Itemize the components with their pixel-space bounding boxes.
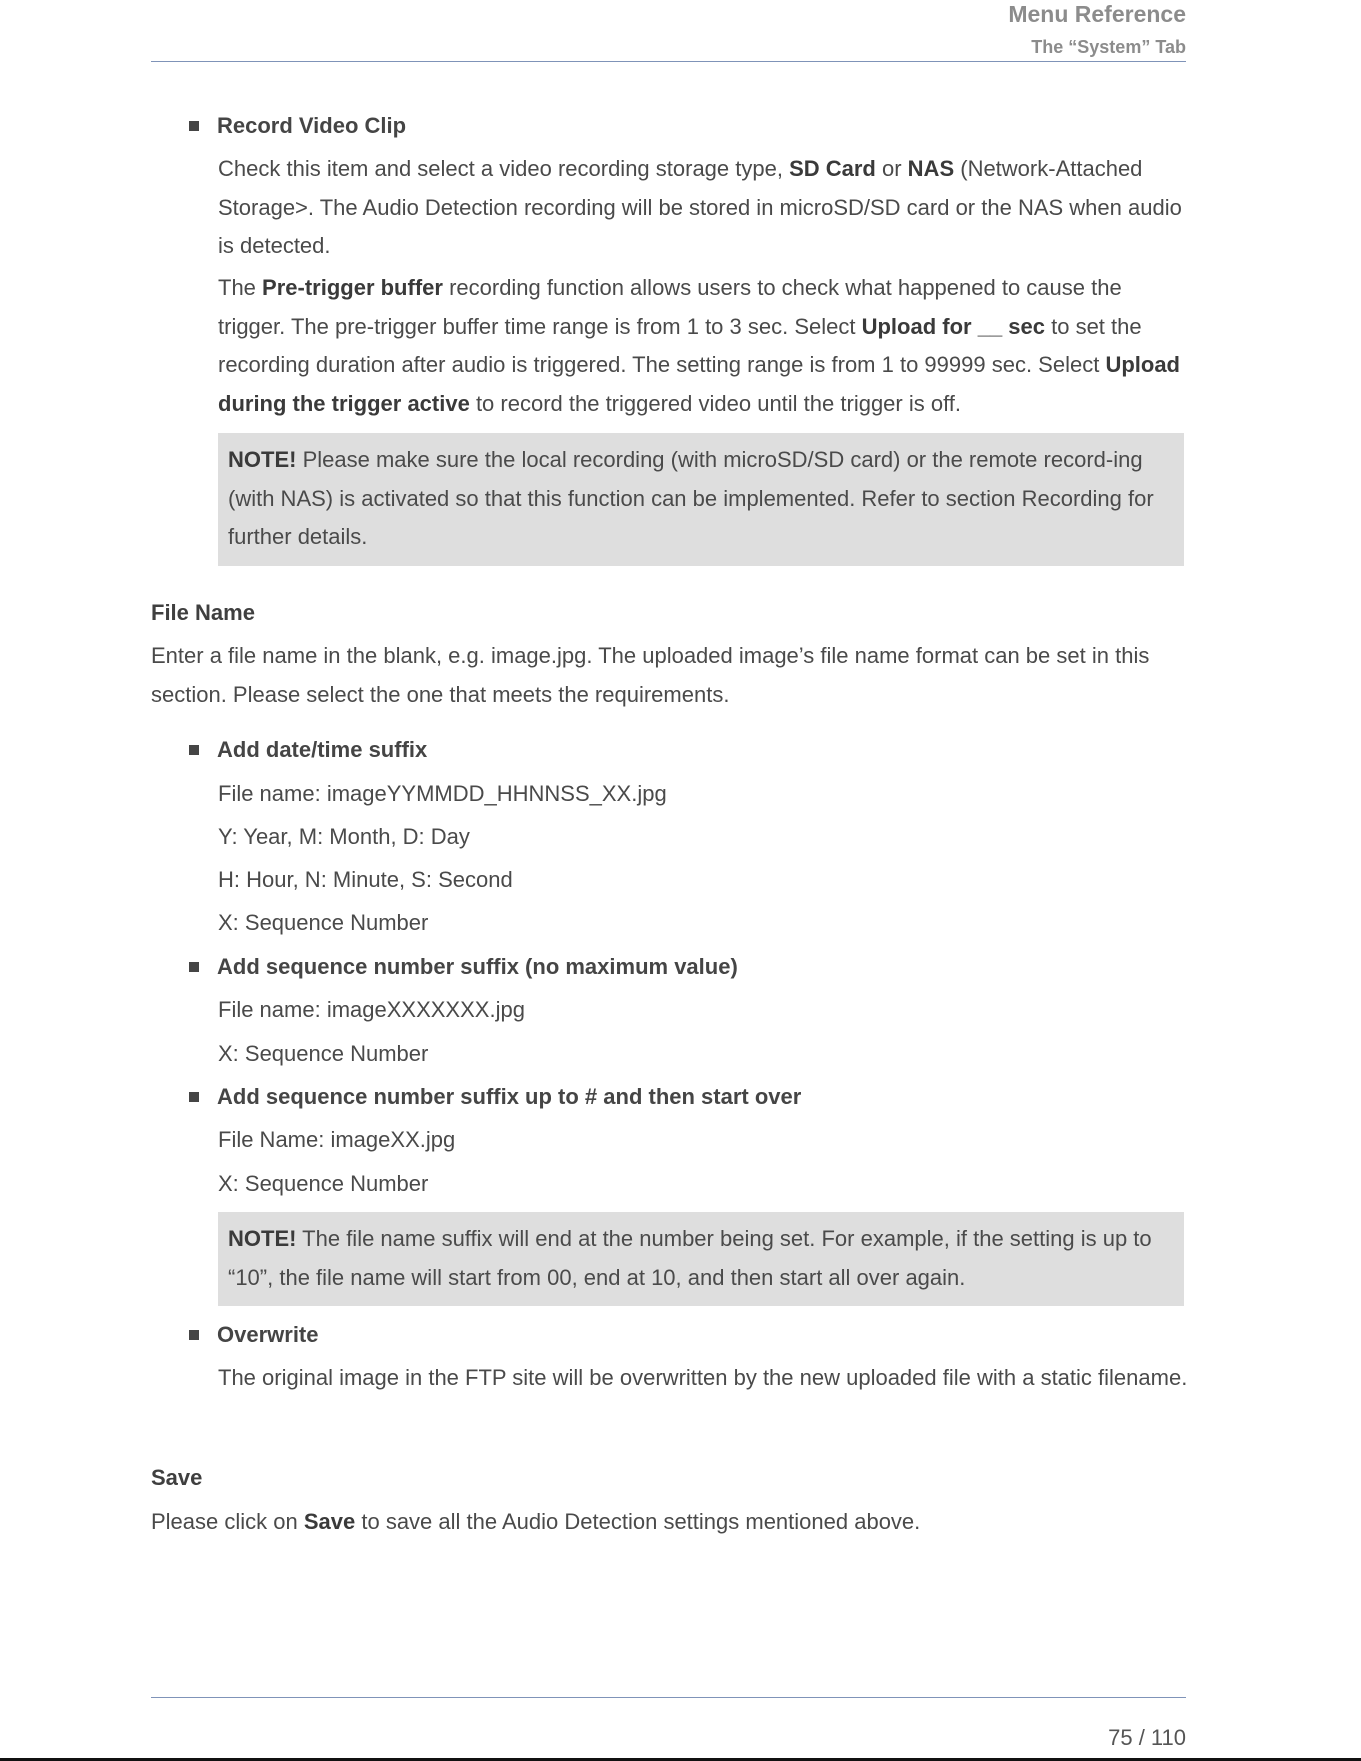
bullet-heading: Overwrite [217,1322,319,1347]
bullet-heading: Add date/time suffix [217,737,428,762]
note-text [218,433,1184,565]
save-paragraph [151,1503,1191,1542]
note-label: NOTE! [228,447,297,472]
bold-run: SD Card [789,156,876,181]
text-run: The file name suffix will end at the number being set. For example, if the setting is up to “10”, the file name will start from 00, end at 10, and then start all over again. [228,1226,1152,1290]
text-line: File name: imageYYMMDD_HHNNSS_XX.jpg [218,781,667,806]
section-heading-file-name: File Name [151,600,255,625]
bullet-square-icon [189,1092,199,1102]
text-run: (Network-Attached Storage>. The Audio Detection recording will be stored in microSD/SD card or the NAS when audio is detected. [218,156,1182,258]
bullet-square-icon [189,121,199,131]
text-line: Y: Year, M: Month, D: Day [218,824,470,849]
record-video-paragraph-1 [218,150,1188,266]
text-line: H: Hour, N: Minute, S: Second [218,867,513,892]
bullet-square-icon [189,745,199,755]
bullet-square-icon [189,1330,199,1340]
text-run: Check this item and select a video recording storage type, [218,156,790,181]
text-run: recording function allows users to check what happened to cause the trigger. The pre-trigger buffer time range is from 1 to 3 sec. Select [218,275,1122,339]
bold-run: Upload during the trigger active [218,352,1180,416]
page-number: 75 / 110 [1108,1725,1186,1750]
note-label: NOTE! [228,1226,297,1251]
bold-run: NAS [907,156,955,181]
text-run: to record the triggered video until the trigger is off. [469,390,962,416]
text-run: The [218,275,263,300]
bold-run: Save [303,1509,356,1534]
text-line: X: Sequence Number [218,1041,429,1066]
text-run: Please make sure the local recording (with microSD/SD card) or the remote record-ing (with NAS) is activated so that this function can be implemented. Refer to section Recording for further details. [228,447,1154,549]
header-subtitle: The “System” Tab [1031,37,1186,57]
text-line: X: Sequence Number [218,910,429,935]
bullet-square-icon [189,962,199,972]
note-text [218,1212,1184,1305]
note-box-suffix [218,1212,1184,1306]
header-title: Menu Reference [1008,1,1186,27]
text-line: File Name: imageXX.jpg [218,1127,456,1152]
bullet-heading: Record Video Clip [217,113,407,138]
record-video-paragraph-2 [218,269,1188,423]
section-heading-save: Save [151,1465,203,1490]
footer-divider [151,1697,1186,1698]
text-line: X: Sequence Number [218,1171,429,1196]
bullet-heading: Add sequence number suffix (no maximum value) [217,954,738,979]
bold-run: Upload for __ sec [861,313,1045,339]
bold-run: Pre-trigger buffer [262,275,443,300]
text-run: to set the recording duration after audio is triggered. The setting range is from 1 to 99999 sec. Select [218,313,1142,377]
overwrite-text: The original image in the FTP site will be overwritten by the new uploaded file with a static filename. [218,1365,1188,1390]
note-box-recording [218,433,1184,566]
text-run: to save all the Audio Detection settings mentioned above. [355,1509,921,1534]
text-line: File name: imageXXXXXXX.jpg [218,997,525,1022]
text-run: or [875,156,908,181]
file-name-intro: Enter a file name in the blank, e.g. image.jpg. The uploaded image’s file name format can be set in this section. Please select the one that meets the requirements. [151,643,1150,707]
bullet-heading: Add sequence number suffix up to # and then start over [217,1084,802,1109]
page-header [151,0,1186,62]
text-run: Please click on [151,1509,304,1534]
